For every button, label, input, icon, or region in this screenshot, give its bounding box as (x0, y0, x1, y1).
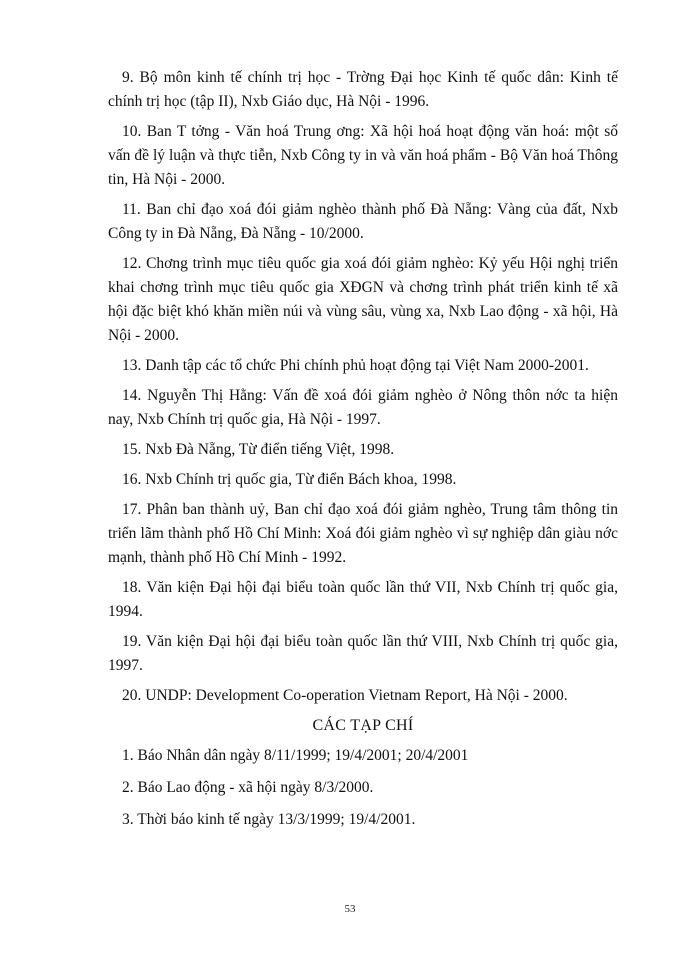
journals-heading: CÁC TẠP CHÍ (312, 717, 414, 734)
reference-item: 16. Nxb Chính trị quốc gia, Từ điển Bách khoa, 1998. (122, 471, 457, 488)
journal-item: 1. Báo Nhân dân ngày 8/11/1999; 19/4/2001; 20/4/2001 (122, 747, 469, 764)
reference-item: 15. Nxb Đà Nẵng, Từ điển tiếng Việt, 1998. (122, 441, 395, 458)
reference-item: 13. Danh tập các tổ chức Phi chính phủ hoạt động tại Việt Nam 2000-2001. (122, 357, 589, 374)
reference-item: 10. Ban T tởng - Văn hoá Trung ơng: Xã hội hoá hoạt động văn hoá: một số vấn đề lý luận và thực tiễn, Nxb Công ty in và văn hoá phẩm - Bộ Văn hoá Thông tin, Hà Nội - 2000. (108, 123, 618, 188)
reference-item: 11. Ban chỉ đạo xoá đói giảm nghèo thành phố Đà Nẵng: Vàng của đất, Nxb Công ty in Đà Nẵng, Đà Nẵng - 10/2000. (108, 201, 618, 242)
journal-item: 2. Báo Lao động - xã hội ngày 8/3/2000. (122, 779, 374, 796)
reference-item: 19. Văn kiện Đại hội đại biểu toàn quốc lần thứ VIII, Nxb Chính trị quốc gia, 1997. (108, 633, 618, 674)
reference-list (108, 66, 618, 840)
reference-item: 18. Văn kiện Đại hội đại biểu toàn quốc lần thứ VII, Nxb Chính trị quốc gia, 1994. (108, 579, 618, 620)
reference-item: 17. Phân ban thành uỷ, Ban chỉ đạo xoá đói giảm nghèo, Trung tâm thông tin triển lãm thành phố Hồ Chí Minh: Xoá đói giảm nghèo vì sự nghiệp dân giàu nớc mạnh, thành phố Hồ Chí Minh - 1992. (108, 501, 618, 566)
journal-item: 3. Thời báo kinh tế ngày 13/3/1999; 19/4/2001. (122, 811, 416, 828)
page-number: 53 (344, 903, 356, 915)
reference-item: 14. Nguyễn Thị Hằng: Vấn đề xoá đói giảm nghèo ở Nông thôn nớc ta hiện nay, Nxb Chính trị quốc gia, Hà Nội - 1997. (108, 387, 618, 428)
reference-item: 12. Chơng trình mục tiêu quốc gia xoá đói giảm nghèo: Kỷ yếu Hội nghị triển khai chơng trình mục tiêu quốc gia XĐGN và chơng trình phát triển kinh tế xã hội đặc biệt khó khăn miền núi và vùng sâu, vùng xa, Nxb Lao động - xã hội, Hà Nội - 2000. (108, 255, 618, 344)
reference-item: 9. Bộ môn kinh tế chính trị học - Trờng Đại học Kinh tế quốc dân: Kinh tế chính trị học (tập II), Nxb Giáo dục, Hà Nội - 1996. (108, 69, 618, 110)
reference-item: 20. UNDP: Development Co-operation Vietnam Report, Hà Nội - 2000. (122, 687, 568, 704)
